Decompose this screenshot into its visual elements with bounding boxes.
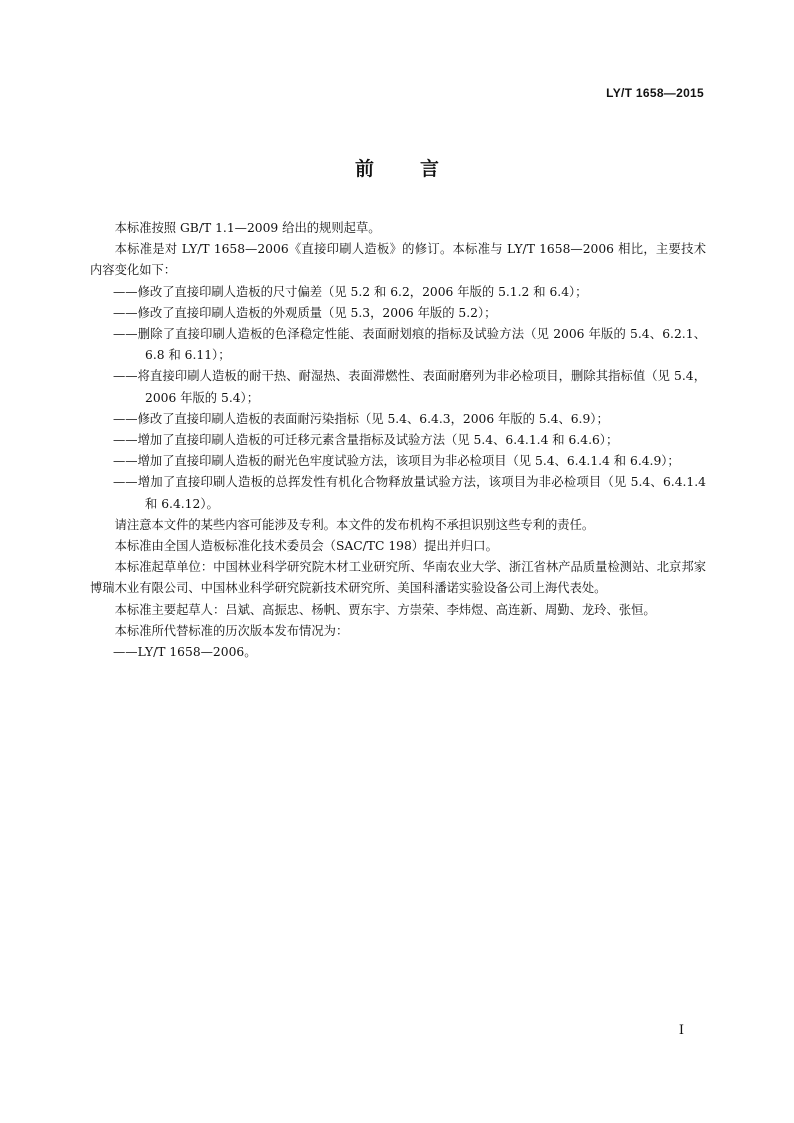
change-item: ——增加了直接印刷人造板的耐光色牢度试验方法，该项目为非必检项目（见 5.4、6.4.1.4 和 6.4.9）；	[113, 454, 680, 469]
change-item: ——增加了直接印刷人造板的可迁移元素含量指标及试验方法（见 5.4、6.4.1.4 和 6.4.6）；	[113, 433, 619, 448]
change-item: ——修改了直接印刷人造板的外观质量（见 5.3，2006 年版的 5.2）；	[113, 305, 497, 320]
change-item: ——增加了直接印刷人造板的总挥发性有机化合物释放量试验方法，该项目为非必检项目（见 5.4、6.4.1.4 和 6.4.12）。	[113, 475, 706, 511]
paragraph-history-intro: 本标准所代替标准的历次版本发布情况为：	[114, 623, 349, 638]
page-title: 前言	[354, 158, 485, 180]
change-item: ——修改了直接印刷人造板的表面耐污染指标（见 5.4、6.4.3，2006 年版的 5.4、6.9）；	[113, 411, 609, 426]
paragraph-drafting-units: 本标准起草单位：中国林业科学研究院木材工业研究所、华南农业大学、浙江省林产品质量检测站、北京邦家博瑞木业有限公司、中国林业科学研究院新技术研究所、美国科潘诺实验设备公司上海代表处。	[90, 560, 706, 596]
history-item: ——LY/T 1658—2006。	[113, 645, 257, 660]
paragraph-patent-notice: 请注意本文件的某些内容可能涉及专利。本文件的发布机构不承担识别这些专利的责任。	[114, 517, 595, 532]
paragraph-drafting-rules: 本标准按照 GB/T 1.1—2009 给出的规则起草。	[114, 221, 381, 235]
paragraph-proposer: 本标准由全国人造板标准化技术委员会（SAC/TC 198）提出并归口。	[114, 539, 498, 554]
change-item: ——修改了直接印刷人造板的尺寸偏差（见 5.2 和 6.2，2006 年版的 5.1.2 和 6.4）；	[113, 284, 588, 299]
page-number: I	[678, 1023, 684, 1038]
change-item: ——将直接印刷人造板的耐干热、耐湿热、表面滞燃性、表面耐磨列为非必检项目，删除其指标值（见 5.4，2006 年版的 5.4）；	[113, 369, 706, 405]
header-standard-code: LY/T 1658—2015	[606, 86, 704, 100]
change-item: ——删除了直接印刷人造板的色泽稳定性能、表面耐划痕的指标及试验方法（见 2006 年版的 5.4、6.2.1、6.8 和 6.11）；	[113, 327, 706, 363]
foreword-body	[90, 218, 706, 663]
paragraph-revision-intro: 本标准是对 LY/T 1658—2006《直接印刷人造板》的修订。本标准与 LY/T 1658—2006 相比，主要技术内容变化如下：	[90, 242, 706, 278]
paragraph-drafters: 本标准主要起草人：吕斌、高振忠、杨帆、贾东宇、方崇荣、李炜煜、高连新、周勤、龙玲、张恒。	[114, 602, 656, 617]
